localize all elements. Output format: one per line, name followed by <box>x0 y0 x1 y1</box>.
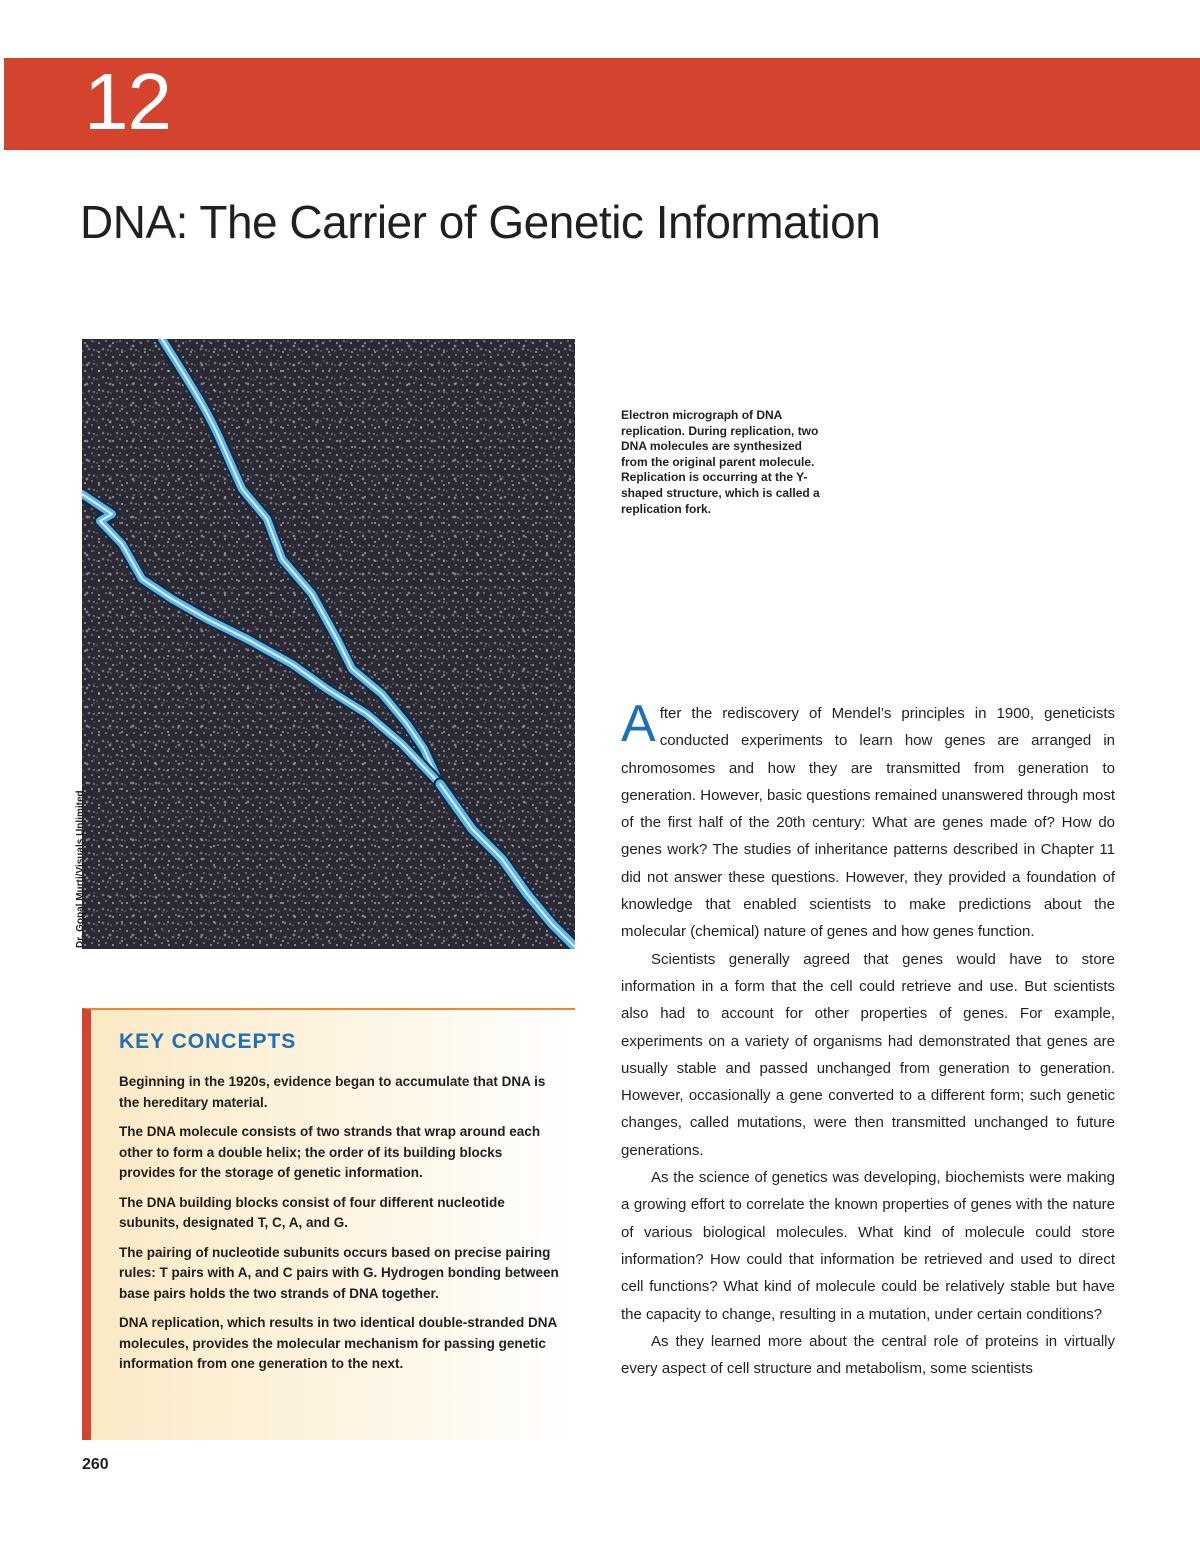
key-concept-item: The pairing of nucleotide subunits occurs based on precise pairing rules: T pairs with A, and C pairs with G. Hydrogen bonding between base pairs holds the two strands of DNA together. <box>119 1244 559 1301</box>
body-text <box>621 695 1115 1382</box>
key-concept-item: Beginning in the 1920s, evidence began to accumulate that DNA is the hereditary material. <box>119 1074 546 1110</box>
chapter-title: DNA: The Carrier of Genetic Information <box>80 196 881 248</box>
body-paragraph <box>621 695 1115 946</box>
chapter-number-band <box>4 58 1200 150</box>
key-concept-item: DNA replication, which results in two identical double-stranded DNA molecules, provides the molecular mechanism for passing genetic information from one generation to the next. <box>119 1315 557 1371</box>
key-concept-item: The DNA building blocks consist of four different nucleotide subunits, designated T, C, A, and G. <box>119 1194 505 1230</box>
body-paragraph: As they learned more about the central role of proteins in virtually every aspect of cell structure and metabolism, some scientists <box>621 1332 1115 1378</box>
figure-caption: Electron micrograph of DNA replication. During replication, two DNA molecules are synthesized from the original parent molecule. Replication is occurring at the Y-shaped structure, which is called a replication fork. <box>621 408 820 516</box>
key-concepts-box <box>82 1008 575 1440</box>
dna-replication-micrograph <box>82 339 575 949</box>
photo-credit: Dr. Gopal Murti/Visuals Unlimited <box>75 790 86 948</box>
body-paragraph-text: fter the rediscovery of Mendel’s principles in 1900, geneticists conducted experiments to learn how genes are arranged in chromosomes and how they are transmitted from generation to generation. However, basic questions remained unanswered through most of the first half of the 20th century: What are genes made of? How do genes work? The studies of inheritance patterns described in Chapter 11 did not answer these questions. However, they provided a foundation of knowledge that enabled scientists to make predictions about the molecular (chemical) nature of genes and how genes function. <box>621 705 1115 941</box>
body-paragraph: Scientists generally agreed that genes would have to store information in a form that the cell could retrieve and use. But scientists also had to account for other properties of genes. For example, experiments on a variety of organisms had demonstrated that genes are usually stable and passed unchanged from generation to generation. However, occasionally a gene converted to a different form; such genetic changes, called mutations, were then transmitted unchanged to future generations. <box>621 950 1115 1159</box>
chapter-number: 12 <box>84 57 171 146</box>
key-concepts-title: KEY CONCEPTS <box>119 1030 297 1053</box>
micrograph-illustration <box>82 339 575 949</box>
body-paragraph: As the science of genetics was developing, biochemists were making a growing effort to correlate the known properties of genes with the nature of various biological molecules. What kind of molecule could store information? How could that information be retrieved and used to direct cell functions? What kind of molecule could be relatively stable but have the capacity to change, resulting in a mutation, under certain conditions? <box>621 1169 1115 1323</box>
drop-cap: A <box>621 695 656 753</box>
page-number: 260 <box>82 1456 109 1473</box>
key-concept-item: The DNA molecule consists of two strands that wrap around each other to form a double helix; the order of its building blocks provides for the storage of genetic information. <box>119 1124 541 1180</box>
key-concepts-list <box>119 1072 559 1384</box>
